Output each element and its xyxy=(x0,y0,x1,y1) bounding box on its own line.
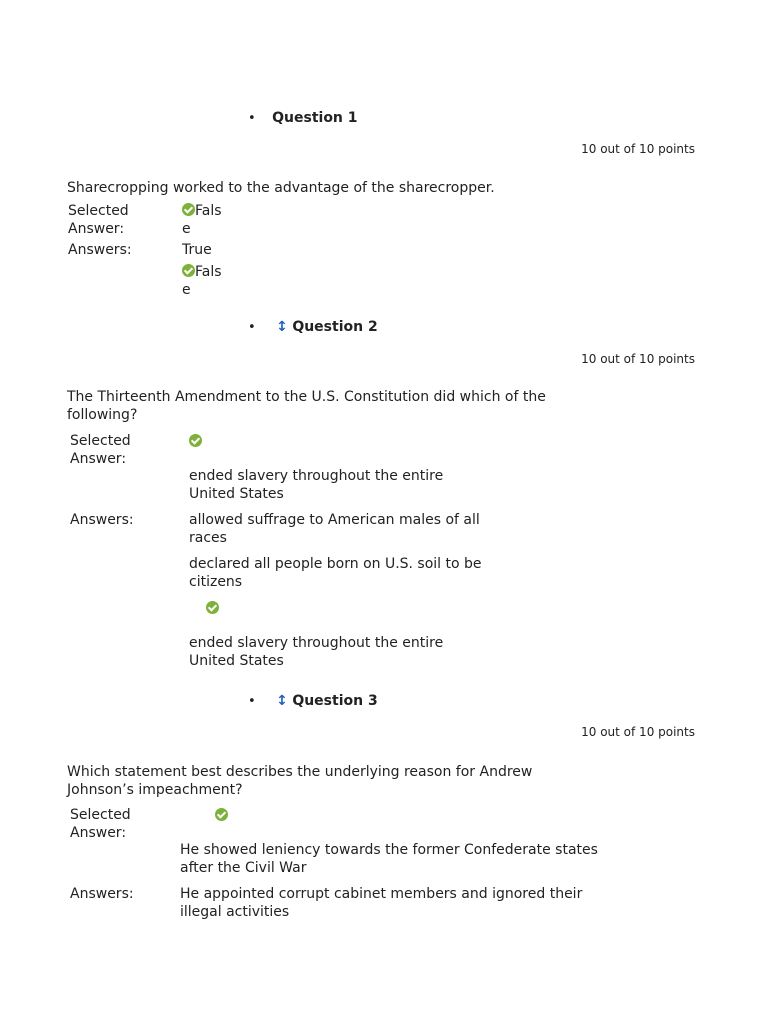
bullet: • xyxy=(248,320,256,335)
reorder-arrows-icon[interactable]: ↕ xyxy=(276,693,288,709)
question-3-answers-label: Answers: xyxy=(70,886,134,902)
question-1-answer-option: False xyxy=(182,264,222,298)
question-3-header xyxy=(248,692,378,711)
question-2-answer-option: declared all people born on U.S. soil to be citizens xyxy=(189,556,482,590)
question-1-prompt: Sharecropping worked to the advantage of the sharecropper. xyxy=(67,180,495,196)
correct-check-icon xyxy=(182,264,195,277)
question-1-selected-answer: False xyxy=(182,203,222,237)
question-2-points: 10 out of 10 points xyxy=(581,352,695,366)
bullet: • xyxy=(248,694,256,709)
correct-check-icon xyxy=(189,434,202,447)
question-2-answers-label: Answers: xyxy=(70,512,134,528)
question-2-title: Question 2 xyxy=(292,319,378,335)
question-2-header xyxy=(248,318,378,337)
question-1-selected-label: Selected Answer: xyxy=(68,203,129,237)
question-3-title: Question 3 xyxy=(292,693,378,709)
question-1-answers-label: Answers: xyxy=(68,242,132,258)
question-3-points: 10 out of 10 points xyxy=(581,725,695,739)
question-2-prompt: The Thirteenth Amendment to the U.S. Constitution did which of the following? xyxy=(67,389,546,423)
question-1-answer-option: True xyxy=(182,242,212,258)
correct-check-icon xyxy=(182,203,195,216)
question-3-prompt: Which statement best describes the underlying reason for Andrew Johnson’s impeachment? xyxy=(67,764,533,798)
question-2-selected-answer: ended slavery throughout the entire United States xyxy=(189,468,444,502)
correct-check-icon xyxy=(215,808,228,821)
question-1-header xyxy=(248,109,358,128)
question-2-answer-option: ended slavery throughout the entire United States xyxy=(189,635,444,669)
question-1-title: Question 1 xyxy=(272,110,358,126)
question-3-answer-option: He appointed corrupt cabinet members and ignored their illegal activities xyxy=(180,886,583,920)
question-3-selected-label: Selected Answer: xyxy=(70,807,131,841)
question-2-answer-option: allowed suffrage to American males of all races xyxy=(189,512,480,546)
reorder-arrows-icon[interactable]: ↕ xyxy=(276,319,288,335)
question-2-selected-label: Selected Answer: xyxy=(70,433,131,467)
question-3-selected-answer: He showed leniency towards the former Confederate states after the Civil War xyxy=(180,842,598,876)
correct-check-icon xyxy=(206,601,219,614)
question-1-points: 10 out of 10 points xyxy=(581,142,695,156)
bullet: • xyxy=(248,111,256,126)
